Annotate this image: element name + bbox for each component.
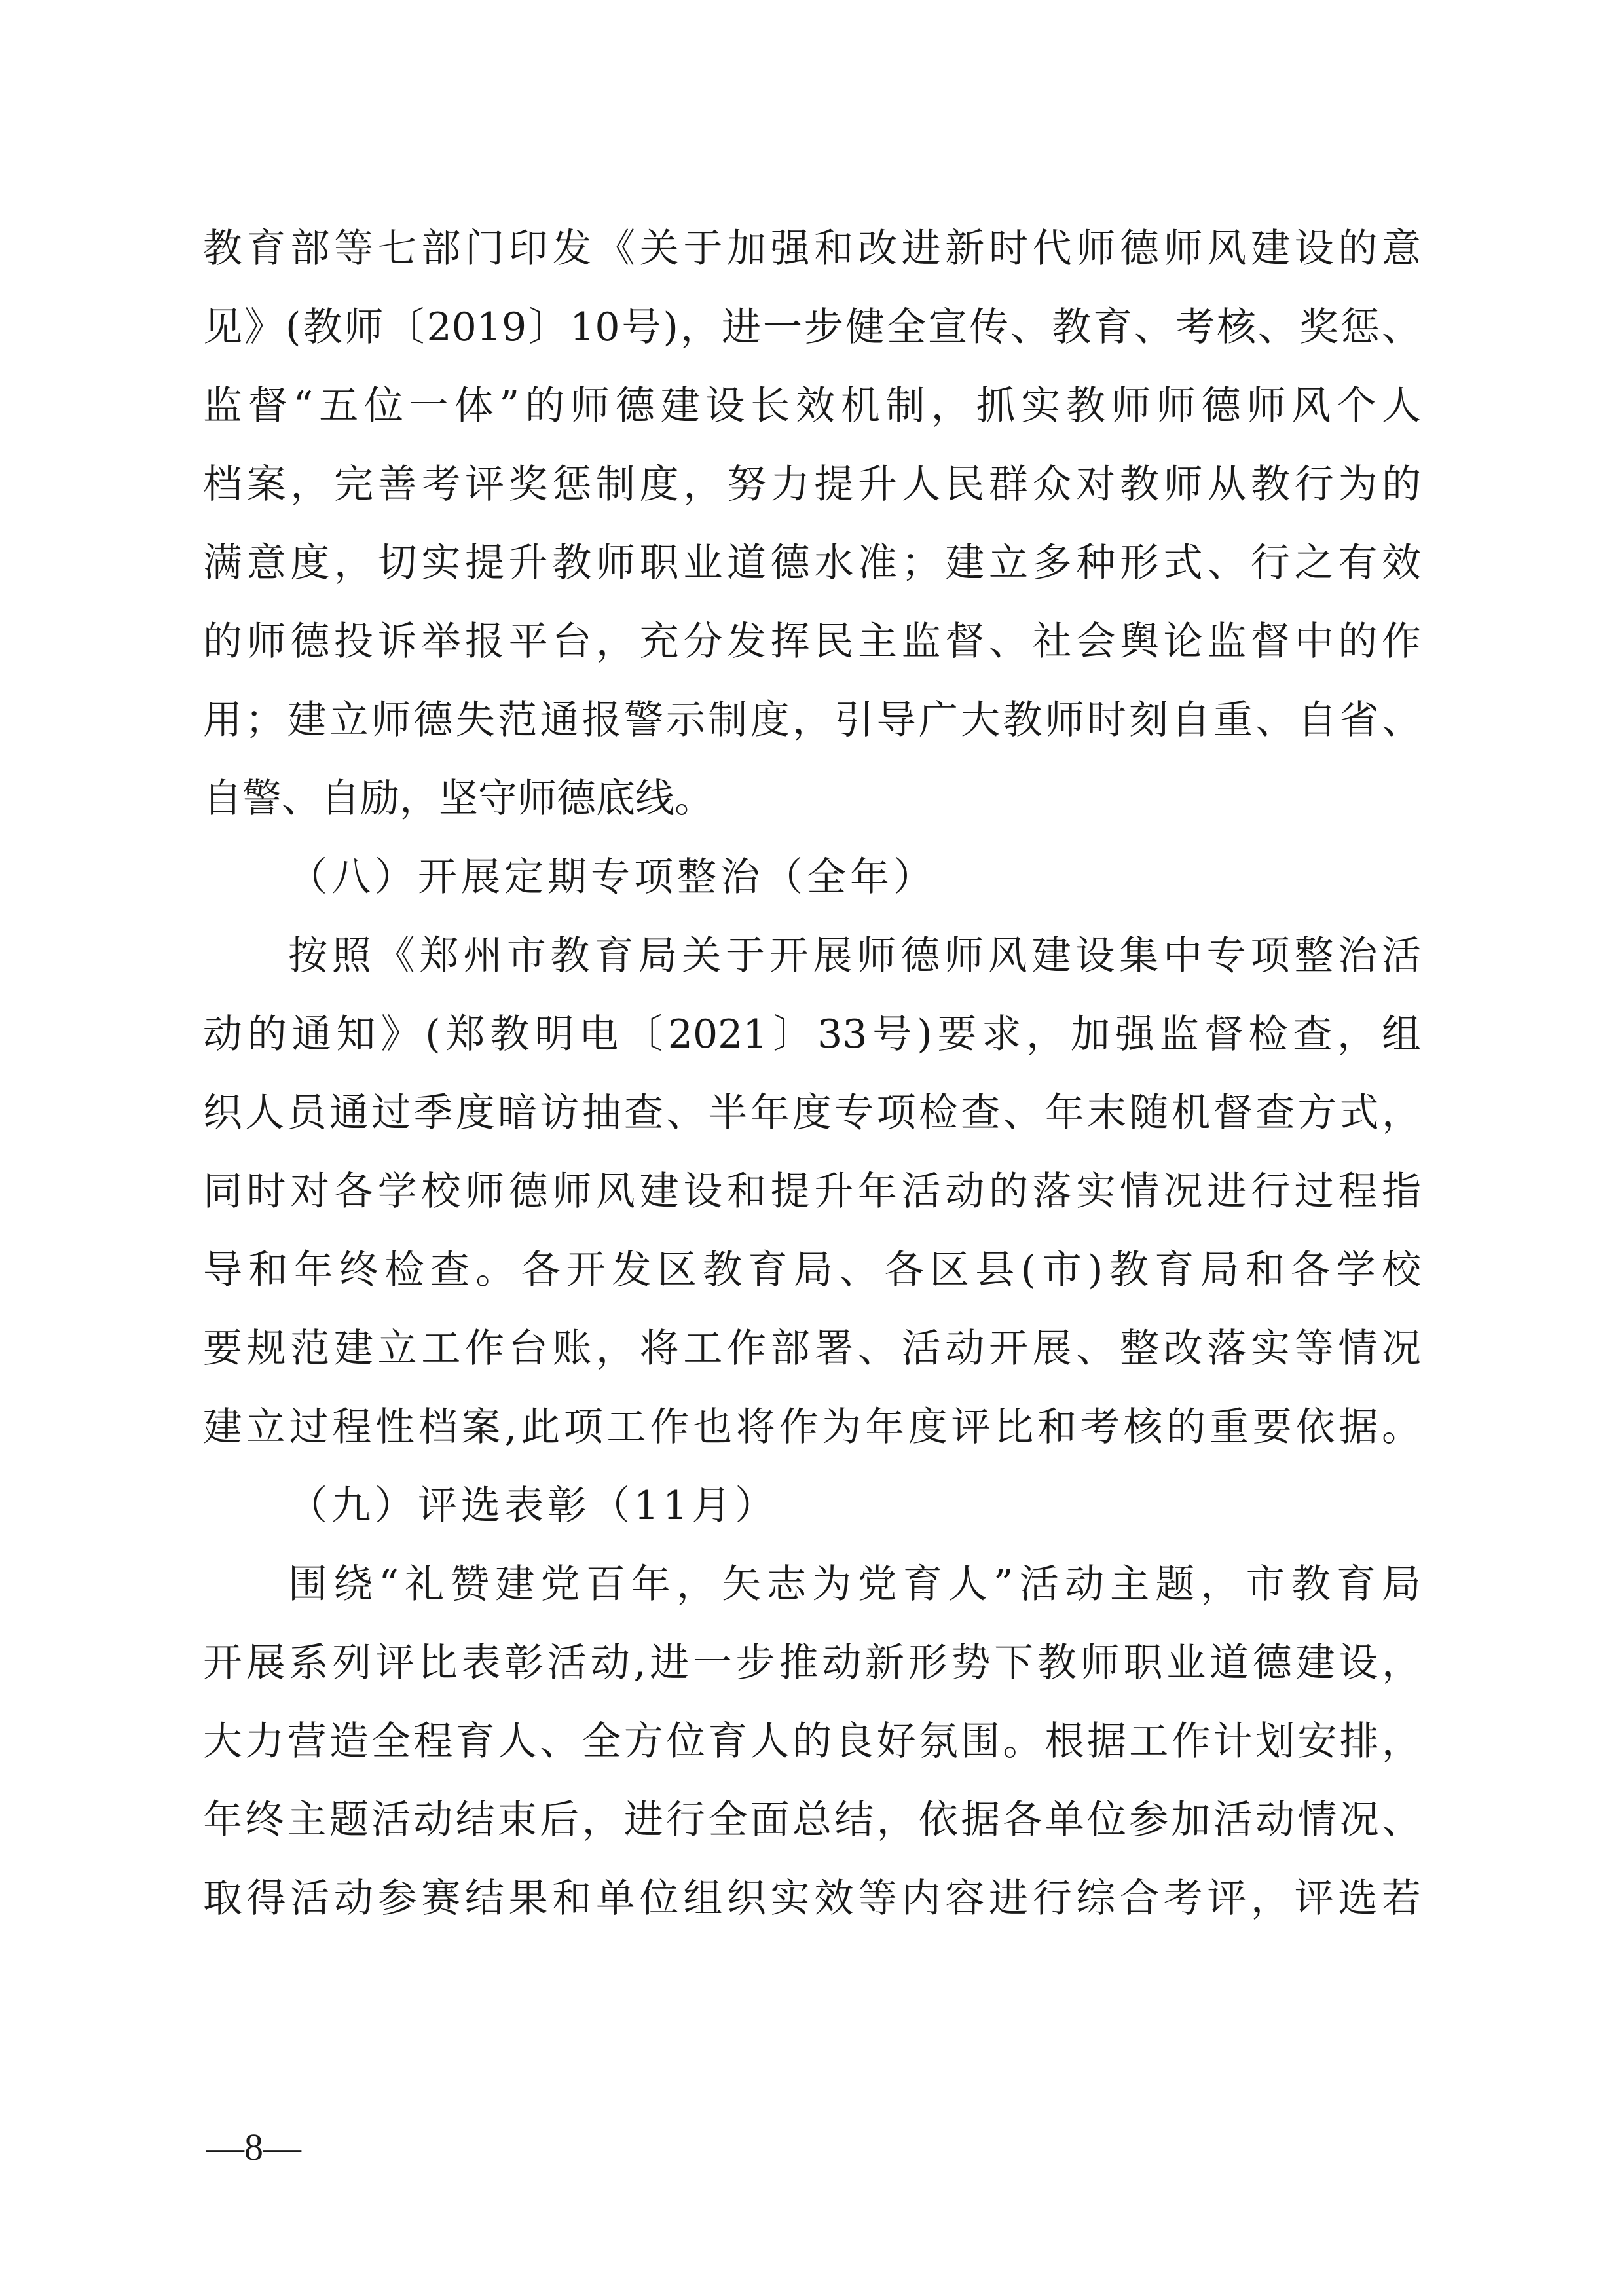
section-heading-8: （八）开展定期专项整治（全年） <box>288 854 936 900</box>
paragraph-1-line-1: 教育部等七部门印发《关于加强和改进新时代师德师风建设的意 <box>203 226 1421 272</box>
paragraph-3-line-1: 围绕“礼赞建党百年，矢志为党育人”活动主题，市教育局 <box>288 1561 1421 1607</box>
paragraph-1-line-7: 用；建立师德失范通报警示制度，引导广大教师时刻自重、自省、 <box>203 697 1421 743</box>
section-heading-9: （九）评选表彰（11月） <box>288 1483 779 1529</box>
paragraph-2-line-3: 织人员通过季度暗访抽查、半年度专项检查、年末随机督查方式， <box>203 1090 1421 1136</box>
paragraph-1-line-3: 监督“五位一体”的师德建设长效机制，抓实教师师德师风个人 <box>203 383 1421 429</box>
paragraph-3-line-3: 大力营造全程育人、全方位育人的良好氛围。根据工作计划安排， <box>203 1719 1421 1764</box>
paragraph-1-line-2: 见》(教师〔2019〕10号)，进一步健全宣传、教育、考核、奖惩、 <box>203 304 1421 350</box>
paragraph-1-line-8: 自警、自励，坚守师德底线。 <box>203 776 714 822</box>
paragraph-2-line-5: 导和年终检查。各开发区教育局、各区县(市)教育局和各学校 <box>203 1247 1421 1293</box>
paragraph-2-line-2: 动的通知》(郑教明电〔2021〕33号)要求，加强监督检查，组 <box>203 1011 1421 1057</box>
paragraph-2-line-4: 同时对各学校师德师风建设和提升年活动的落实情况进行过程指 <box>203 1169 1421 1214</box>
paragraph-2-line-7: 建立过程性档案,此项工作也将作为年度评比和考核的重要依据。 <box>203 1404 1421 1450</box>
paragraph-3-line-5: 取得活动参赛结果和单位组织实效等内容进行综合考评，评选若 <box>203 1876 1421 1922</box>
paragraph-1-line-6: 的师德投诉举报平台，充分发挥民主监督、社会舆论监督中的作 <box>203 619 1421 665</box>
paragraph-1-line-4: 档案，完善考评奖惩制度，努力提升人民群众对教师从教行为的 <box>203 462 1421 507</box>
paragraph-2-line-6: 要规范建立工作台账，将工作部署、活动开展、整改落实等情况 <box>203 1326 1421 1372</box>
page-number: —8— <box>206 2126 301 2168</box>
paragraph-3-line-2: 开展系列评比表彰活动,进一步推动新形势下教师职业道德建设， <box>203 1640 1421 1686</box>
paragraph-1-line-5: 满意度，切实提升教师职业道德水准；建立多种形式、行之有效 <box>203 540 1421 586</box>
paragraph-2-line-1: 按照《郑州市教育局关于开展师德师风建设集中专项整治活 <box>288 933 1421 979</box>
paragraph-3-line-4: 年终主题活动结束后，进行全面总结，依据各单位参加活动情况、 <box>203 1797 1421 1843</box>
